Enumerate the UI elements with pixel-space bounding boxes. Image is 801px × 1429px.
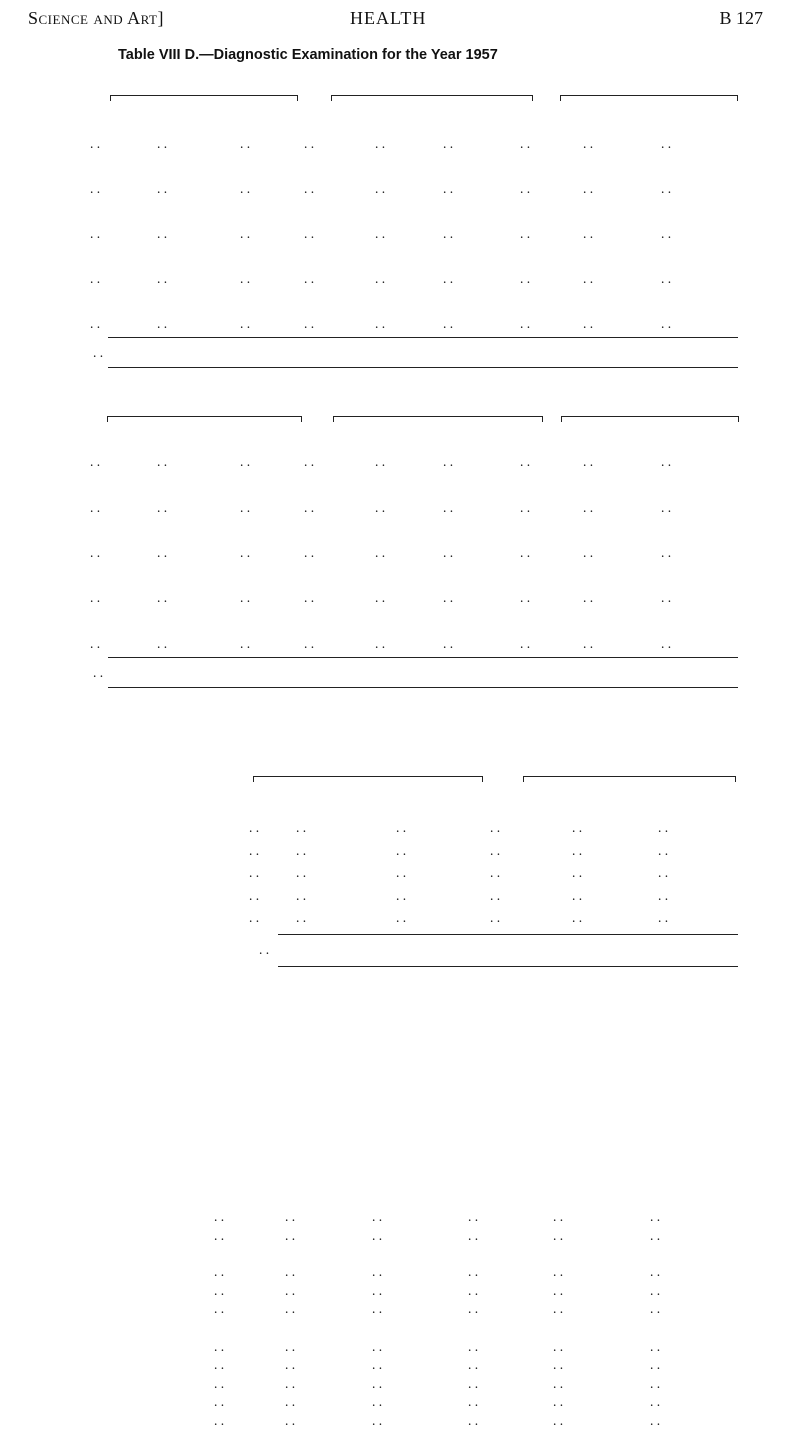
sum-rule [108,657,738,658]
group-brace [523,776,736,782]
leader-dots: . . [661,636,672,651]
leader-dots: . . [661,545,672,560]
leader-dots: . . [468,1209,479,1224]
group-brace [107,416,302,422]
leader-dots: . . [90,590,101,605]
leader-dots: . . [214,1301,225,1317]
leader-dots: . . [296,865,307,880]
total-underline [278,966,738,967]
leader-dots: . . [553,1301,564,1317]
leader-dots: . . [285,1413,296,1428]
leader-dots: . . [661,590,672,605]
leader-dots: . . [285,1375,296,1391]
leader-dots: . . [157,271,168,286]
leader-dots: . . [658,910,669,925]
leader-dots: . . [90,181,101,196]
leader-dots: . . [90,454,101,469]
group-brace [560,95,738,101]
leader-dots: . . [249,843,260,858]
leader-dots: . . [553,1209,564,1224]
leader-dots: . . [240,226,251,241]
leader-dots: . . [490,820,501,835]
leader-dots: . . [214,1264,225,1280]
leader-dots: . . [396,820,407,835]
leader-dots: . . [249,888,260,903]
leader-dots: . . [375,636,386,651]
leader-dots: . . [490,865,501,880]
leader-dots: . . [157,226,168,241]
leader-dots: . . [520,500,531,515]
total-underline [108,687,738,688]
leader-dots: . . [553,1282,564,1298]
leader-dots: . . [304,316,315,331]
leader-dots: . . [240,636,251,651]
leader-dots: . . [214,1394,225,1410]
leader-dots: . . [443,454,454,469]
leader-dots: . . [240,545,251,560]
leader-dots: . . [214,1338,225,1354]
leader-dots: . . [443,590,454,605]
leader-dots: . . [443,316,454,331]
leader-dots: . . [396,888,407,903]
leader-dots: . . [214,1413,225,1428]
leader-dots: . . [372,1394,383,1410]
leader-dots: . . [468,1375,479,1391]
leader-dots: . . [468,1227,479,1243]
leader-dots: . . [443,545,454,560]
leader-dots: . . [520,226,531,241]
leader-dots: . . [249,910,260,925]
leader-dots: . . [304,454,315,469]
leader-dots: . . [157,181,168,196]
leader-dots: . . [650,1338,661,1354]
leader-dots: . . [249,820,260,835]
leader-dots: . . [661,181,672,196]
leader-dots: . . [553,1394,564,1410]
leader-dots: . . [520,545,531,560]
leader-dots: . . [90,545,101,560]
leader-dots: . . [304,226,315,241]
leader-dots: . . [443,226,454,241]
leader-dots: . . [214,1375,225,1391]
group-brace [561,416,739,422]
sum-rule [108,337,738,338]
leader-dots: . . [650,1394,661,1410]
leader-dots: . . [375,454,386,469]
leader-dots: . . [443,500,454,515]
leader-dots: . . [396,843,407,858]
leader-dots: . . [583,136,594,151]
group-brace [333,416,543,422]
leader-dots: . . [520,636,531,651]
leader-dots: . . [583,271,594,286]
leader-dots: . . [296,820,307,835]
leader-dots: . . [468,1338,479,1354]
leader-dots: . . [285,1264,296,1280]
leader-dots: . . [214,1357,225,1373]
table-d-title: Table VIII D.—Diagnostic Examination for the Year 1957 [118,47,498,63]
leader-dots: . . [372,1338,383,1354]
leader-dots: . . [650,1413,661,1428]
leader-dots: . . [661,271,672,286]
leader-dots: . . [375,271,386,286]
leader-dots: . . [304,136,315,151]
leader-dots: . . [372,1357,383,1373]
leader-dots: . . [572,820,583,835]
leader-dots: . . [90,136,101,151]
leader-dots: . . [259,942,270,957]
leader-dots: . . [90,500,101,515]
leader-dots: . . [93,345,104,360]
leader-dots: . . [304,500,315,515]
leader-dots: . . [372,1282,383,1298]
leader-dots: . . [650,1301,661,1317]
leader-dots: . . [375,545,386,560]
leader-dots: . . [650,1209,661,1224]
leader-dots: . . [214,1227,225,1243]
leader-dots: . . [296,910,307,925]
leader-dots: . . [304,590,315,605]
leader-dots: . . [240,454,251,469]
leader-dots: . . [214,1282,225,1298]
leader-dots: . . [90,271,101,286]
leader-dots: . . [372,1227,383,1243]
leader-dots: . . [157,545,168,560]
leader-dots: . . [157,316,168,331]
leader-dots: . . [157,136,168,151]
leader-dots: . . [658,820,669,835]
leader-dots: . . [90,226,101,241]
leader-dots: . . [296,888,307,903]
leader-dots: . . [553,1413,564,1428]
leader-dots: . . [304,271,315,286]
running-header-left: Science and Art] [28,8,164,28]
leader-dots: . . [443,271,454,286]
leader-dots: . . [396,865,407,880]
leader-dots: . . [90,316,101,331]
leader-dots: . . [583,545,594,560]
leader-dots: . . [372,1209,383,1224]
running-header-center: HEALTH [350,8,427,28]
leader-dots: . . [375,316,386,331]
leader-dots: . . [372,1375,383,1391]
leader-dots: . . [572,888,583,903]
leader-dots: . . [520,181,531,196]
group-brace [110,95,298,101]
leader-dots: . . [661,226,672,241]
leader-dots: . . [249,865,260,880]
leader-dots: . . [396,910,407,925]
leader-dots: . . [214,1209,225,1224]
leader-dots: . . [468,1394,479,1410]
leader-dots: . . [240,181,251,196]
leader-dots: . . [583,316,594,331]
leader-dots: . . [375,226,386,241]
leader-dots: . . [304,636,315,651]
leader-dots: . . [296,843,307,858]
leader-dots: . . [468,1282,479,1298]
leader-dots: . . [553,1357,564,1373]
leader-dots: . . [520,590,531,605]
leader-dots: . . [240,271,251,286]
leader-dots: . . [375,181,386,196]
total-underline [108,367,738,368]
leader-dots: . . [520,316,531,331]
leader-dots: . . [285,1338,296,1354]
leader-dots: . . [520,136,531,151]
leader-dots: . . [443,181,454,196]
leader-dots: . . [157,454,168,469]
leader-dots: . . [661,136,672,151]
leader-dots: . . [372,1413,383,1428]
leader-dots: . . [304,181,315,196]
leader-dots: . . [372,1301,383,1317]
leader-dots: . . [468,1301,479,1317]
leader-dots: . . [661,454,672,469]
leader-dots: . . [490,888,501,903]
leader-dots: . . [572,910,583,925]
leader-dots: . . [468,1413,479,1428]
leader-dots: . . [553,1227,564,1243]
group-brace [331,95,533,101]
leader-dots: . . [650,1264,661,1280]
leader-dots: . . [285,1357,296,1373]
leader-dots: . . [658,865,669,880]
leader-dots: . . [285,1227,296,1243]
leader-dots: . . [90,636,101,651]
leader-dots: . . [372,1264,383,1280]
leader-dots: . . [285,1301,296,1317]
leader-dots: . . [520,454,531,469]
leader-dots: . . [375,136,386,151]
leader-dots: . . [240,316,251,331]
leader-dots: . . [490,910,501,925]
leader-dots: . . [583,590,594,605]
leader-dots: . . [157,590,168,605]
leader-dots: . . [285,1209,296,1224]
leader-dots: . . [650,1375,661,1391]
leader-dots: . . [375,590,386,605]
group-brace [253,776,483,782]
leader-dots: . . [583,500,594,515]
leader-dots: . . [658,888,669,903]
leader-dots: . . [553,1338,564,1354]
leader-dots: . . [583,454,594,469]
leader-dots: . . [285,1394,296,1410]
leader-dots: . . [661,500,672,515]
leader-dots: . . [304,545,315,560]
leader-dots: . . [658,843,669,858]
leader-dots: . . [650,1357,661,1373]
leader-dots: . . [490,843,501,858]
leader-dots: . . [520,271,531,286]
leader-dots: . . [157,636,168,651]
leader-dots: . . [285,1282,296,1298]
leader-dots: . . [375,500,386,515]
sum-rule [278,934,738,935]
leader-dots: . . [443,136,454,151]
leader-dots: . . [553,1375,564,1391]
leader-dots: . . [240,136,251,151]
leader-dots: . . [553,1264,564,1280]
leader-dots: . . [583,226,594,241]
leader-dots: . . [468,1357,479,1373]
leader-dots: . . [572,843,583,858]
leader-dots: . . [93,665,104,680]
leader-dots: . . [240,500,251,515]
leader-dots: . . [583,636,594,651]
leader-dots: . . [650,1282,661,1298]
leader-dots: . . [468,1264,479,1280]
leader-dots: . . [650,1227,661,1243]
running-header-right: B 127 [719,8,763,28]
leader-dots: . . [157,500,168,515]
leader-dots: . . [240,590,251,605]
leader-dots: . . [443,636,454,651]
leader-dots: . . [572,865,583,880]
leader-dots: . . [583,181,594,196]
leader-dots: . . [661,316,672,331]
